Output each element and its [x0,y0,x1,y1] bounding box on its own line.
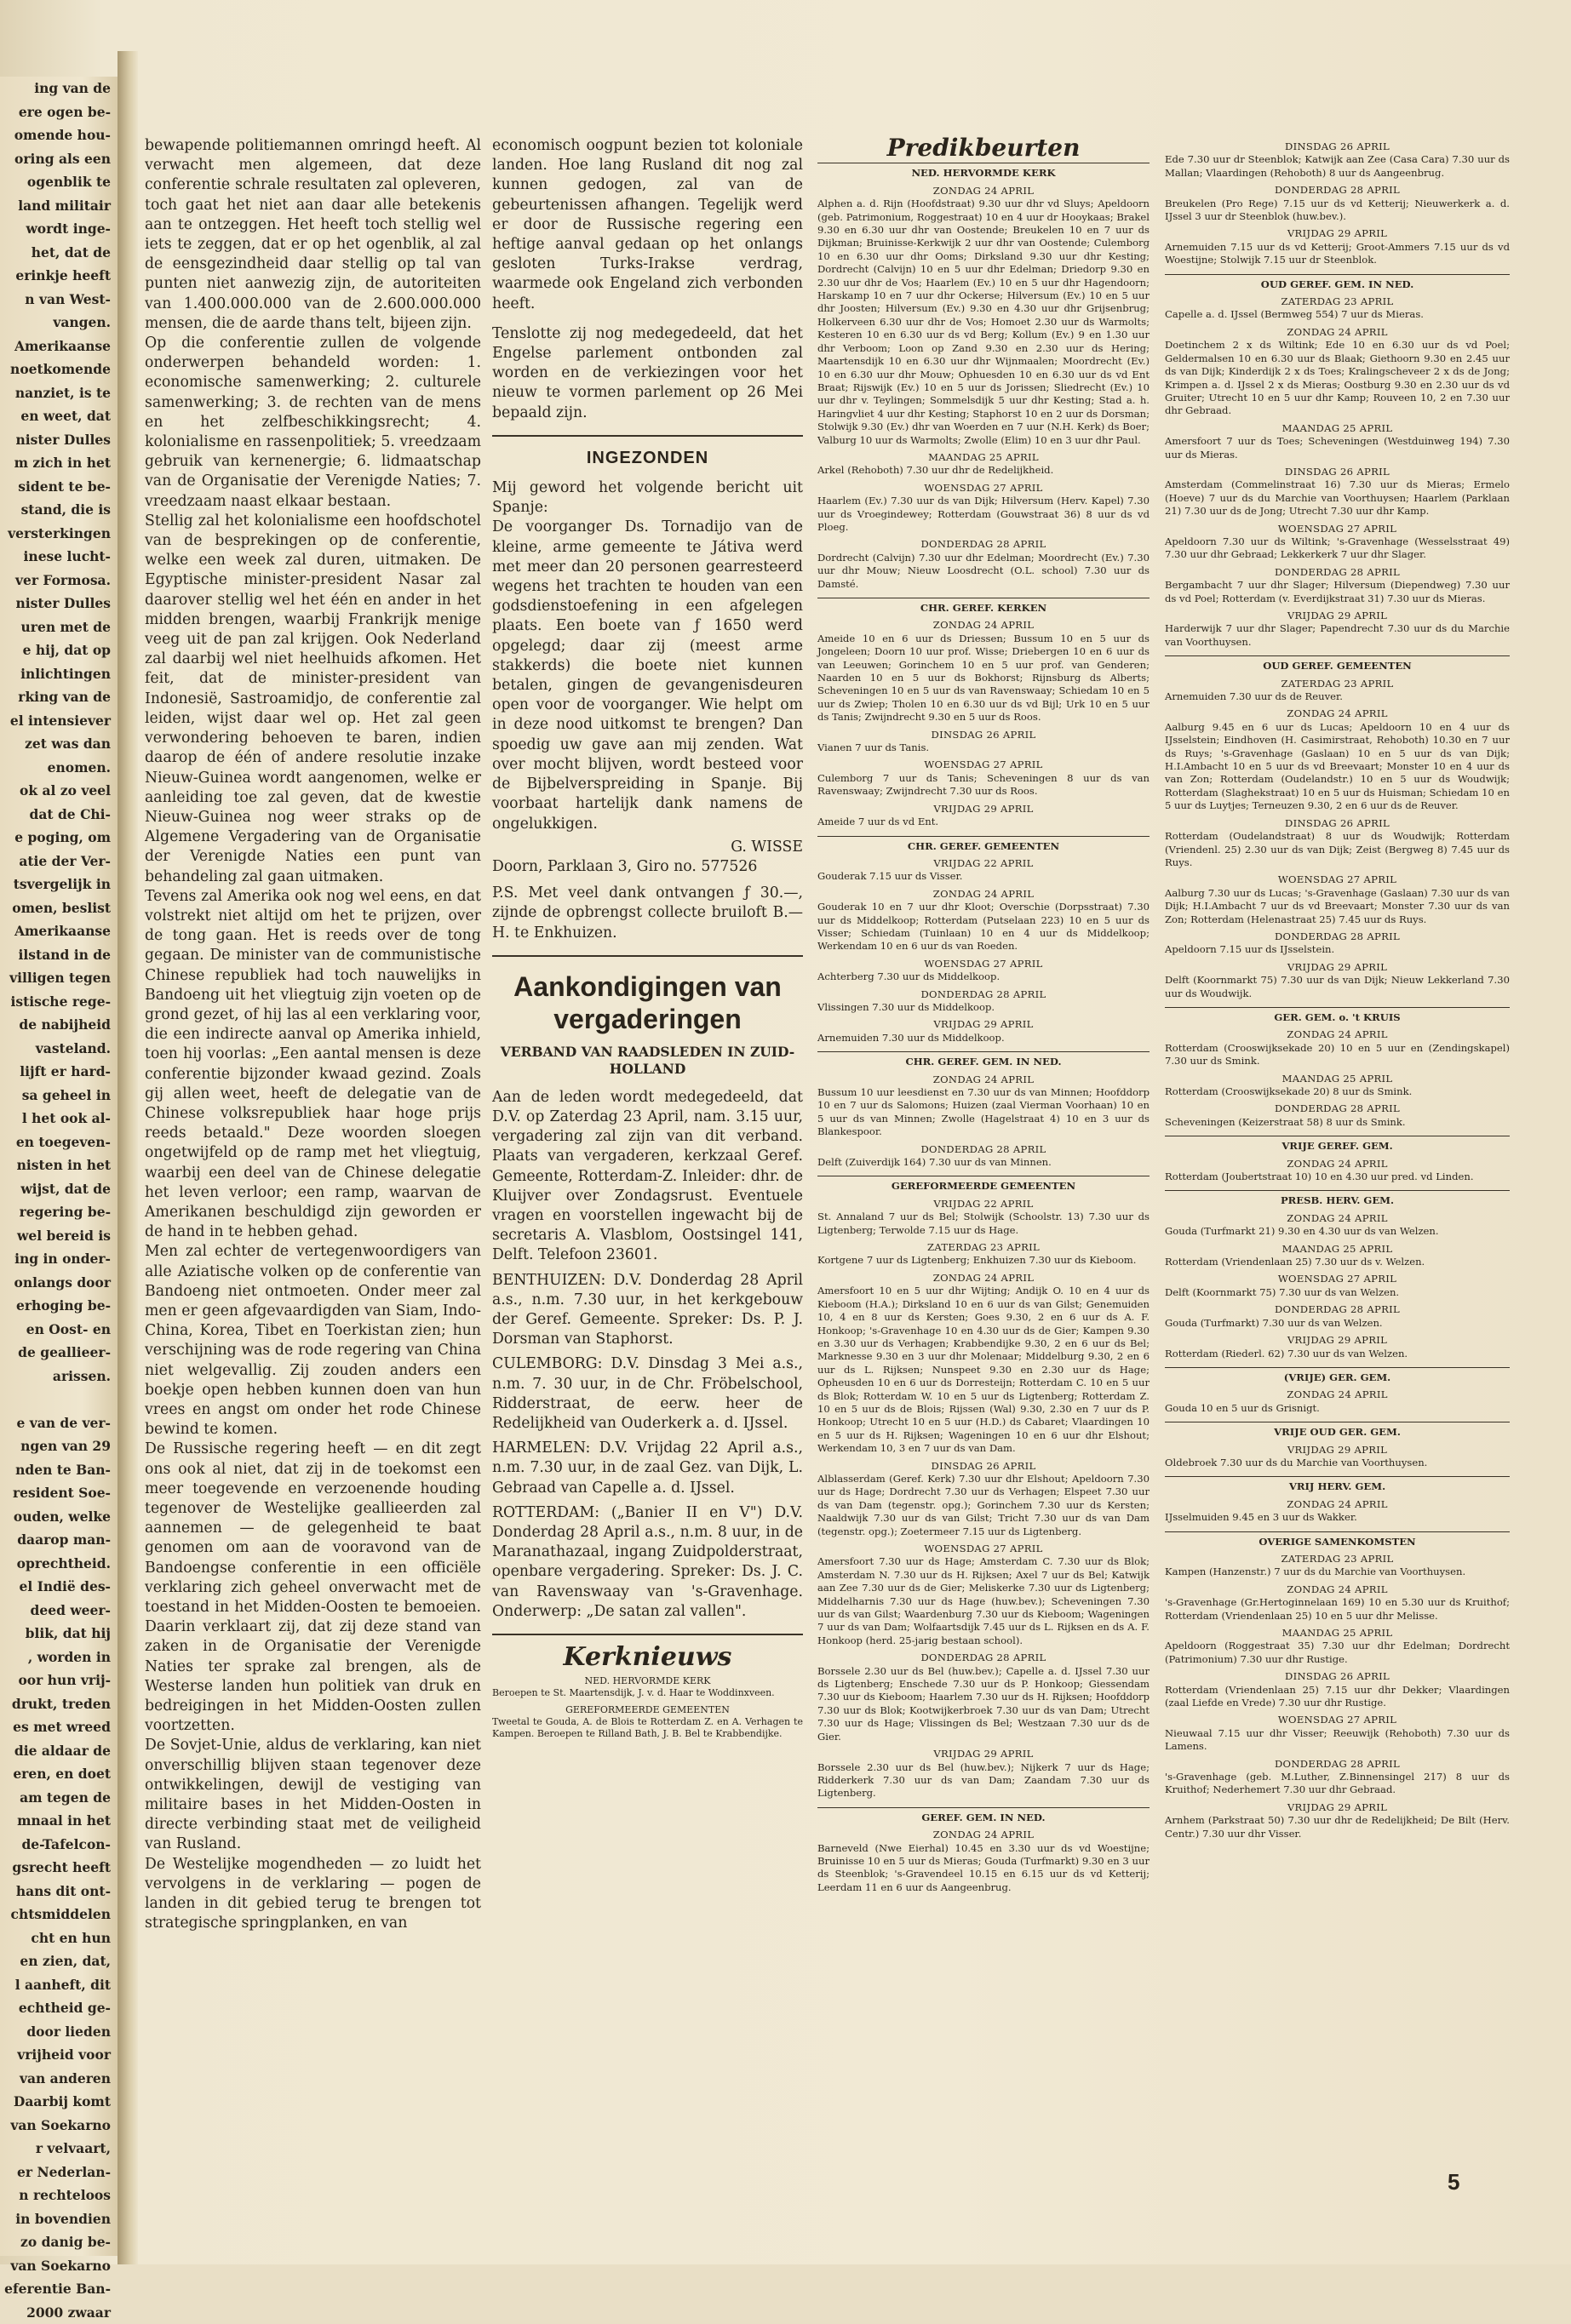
left-page-fragment: wel bereid is [0,1224,118,1248]
day-heading: DONDERDAG 28 APRIL [817,538,1150,551]
schedule-text: Borssele 2.30 uur ds Bel (huw.bev.); Capelle a. d. IJssel 7.30 uur ds Ligtenberg; Enschede 7.30 uur ds P. Honkoop; Giessendam 7.30 uur ds Kieboom; Haarlem 7.30 uur ds H. Rijksen; Hoofddorp 7.30 uur ds Blok; Kootwijkerbroek 7.30 uur ds van Dam; Utrecht 7.30 uur ds Hage; Vlissingen ds Bel; Westzaan 7.30 uur ds de Gier. [817,1665,1150,1743]
divider [492,1634,803,1635]
day-heading: VRIJDAG 29 APRIL [817,1018,1150,1031]
day-heading: DONDERDAG 28 APRIL [1165,1758,1510,1771]
day-heading: DONDERDAG 28 APRIL [1165,1303,1510,1316]
left-page-fragment: versterkingen [0,522,118,546]
day-heading: VRIJDAG 22 APRIL [817,1198,1150,1211]
schedule-text: Apeldoorn (Roggestraat 35) 7.30 uur dhr Edelman; Dordrecht (Patrimonium) 7.30 uur dhr Rustige. [1165,1640,1510,1666]
left-page-fragment: enomen. [0,756,118,780]
left-page-fragment: van Soekarno [0,2114,118,2138]
day-heading: ZONDAG 24 APRIL [1165,1212,1510,1225]
left-page-fragment: oor hun vrij- [0,1669,118,1692]
left-page-fragment: ngen van 29 [0,1434,118,1458]
article-paragraph: De Westelijke mogendheden — zo luidt het vervolgens in de verklaring — pogen de landen in dit gebied terug te brengen tot strategische springplanken, en van [145,1855,481,1934]
day-heading: VRIJDAG 29 APRIL [1165,961,1510,974]
left-page-fragment: nden te Ban- [0,1458,118,1482]
left-page-fragment: regering be- [0,1200,118,1224]
article-paragraph: economisch oogpunt bezien tot koloniale landen. Hoe lang Rusland dit nog zal kunnen gedogen, zal van de gebeurtenissen afhangen. Tegelijk werd er door de Russische regering een heftige aanval gedaan op het onlangs gesloten Turks-Irakse verdrag, waarmede ook Engeland zich verbonden heeft. [492,136,803,314]
left-page-fragment: van Soekarno [0,2254,118,2278]
predikbeurten-heading: Predikbeurten [817,141,1150,154]
schedule-text: Alphen a. d. Rijn (Hoofdstraat) 9.30 uur dhr vd Sluys; Apeldoorn (geb. Patrimonium, Roggestraat) 10 en 4 uur dr Hooykaas; Brakel 9.30 en 6.30 uur dhr van Oostende; Breukelen 10 en 7 uur ds Dijkman; Bruinisse-Kerkwijk 2 uur dhr van Oostende; Culemborg 10 en 6.30 uur dhr Ooms; Dirksland 9.30 uur dhr Kesting; Dordrecht (Calvijn) 10 en 5 uur dhr Edelman; Driedorp 9.30 en 2.30 uur dhr de Vos; Haarlem (Ev.) 10 en 5 uur dhr Hagendoorn; Harskamp 10 en 7 uur dhr Ockerse; Hilversum (Ev.) 10 en 5 uur dhr Joosten; Hilversum (Ev.) 9.30 en 4.30 uur dhr Grijsenbrug; Holkerveen 6.30 uur dhr de Vos; Homoet 2.30 uur ds Warmolts; Kesteren 10 en 6.30 uur ds vd Berg; Kollum (Ev.) 9 en 1.30 uur dhr Verboom; Loon op Zand 9.30 en 2.30 uur ds Hering; Maartensdijk 10 en 6.30 uur dhr Wijnmaalen; Moordrecht (Ev.) 10 en 6.30 uur dhr Mouw; Ophuesden 10 en 6.30 uur ds vd Ent Braat; Rijswijk (Ev.) 10 en 5 uur ds Jorissen; Sliedrecht (Ev.) 10 uur dhr v. Teylingen; Sommelsdijk 5 uur dhr Kesting; Stad a. h. Haringvliet 4 uur dhr Kesting; Staphorst 10 en 2 uur ds Dorsman; Stolwijk 9.30 (Ev.) dhr van Woerden en 7 uur (N.H. Kerk) ds Boer; Valburg 10 uur ds Warmolts; Zwolle (Elim) 10 en 3 uur dhr Paul. [817,197,1150,447]
schedule-text: Rotterdam (Crooswijksekade 20) 8 uur ds Smink. [1165,1085,1510,1098]
article-column-1 [145,136,481,2222]
day-heading: ZONDAG 24 APRIL [1165,326,1510,339]
left-page-fragment: e hij, dat op [0,638,118,662]
left-page-fragment: ogenblik te [0,170,118,194]
left-page-fragment: r velvaart, [0,2137,118,2161]
article-column-2 [492,136,803,2222]
day-heading: WOENSDAG 27 APRIL [817,482,1150,495]
church-heading: GER. GEM. o. 't KRUIS [1165,1007,1510,1024]
article-paragraph: bewapende politiemannen omringd heeft. Al verwacht men algemeen, dat deze conferentie schrale resultaten zal opleveren, toch gaat het niet aan daar alle betekenis aan te ontzeggen. Het heeft toch stellig wel iets te zeggen, dat er op het ogenblik, al zal de eensgezindheid daar stellig op tal van punten niet aanwezig zijn, de autoriteiten van 1.400.000.000 van de 2.600.000.000 mensen, die de aarde thans telt, bijeen zijn. [145,136,481,334]
schedule-text: Apeldoorn 7.30 uur ds Wiltink; 's-Gravenhage (Wesselsstraat 49) 7.30 uur dhr Gebraad; Lekkerkerk 7 uur dhr Slager. [1165,535,1510,562]
day-heading: VRIJDAG 29 APRIL [817,803,1150,816]
day-heading: WOENSDAG 27 APRIL [1165,1273,1510,1285]
left-page-fragment: de-Tafelcon- [0,1833,118,1857]
day-heading: WOENSDAG 27 APRIL [817,758,1150,771]
left-page-fragment: ing van de [0,77,118,100]
schedule-text: Achterberg 7.30 uur ds Middelkoop. [817,970,1150,983]
left-page-fragment: ouden, welke [0,1505,118,1529]
left-page-fragment: oprechtheid. [0,1552,118,1576]
day-heading: WOENSDAG 27 APRIL [817,958,1150,970]
left-page-fragment: nisten in het [0,1153,118,1177]
letter-signature: G. WISSE [492,838,803,857]
left-page-fragment: de geallieer- [0,1341,118,1365]
schedule-text: Amersfoort 7.30 uur ds Hage; Amsterdam C. 7.30 uur ds Blok; Amsterdam N. 7.30 uur ds H. Rijksen; Axel 7 uur ds Bel; Katwijk aan Zee 7.30 uur ds de Gier; Meliskerke 7.30 uur ds Ligtenberg; Middelharnis 7.30 uur ds Hage (huw.bev.); Scheveningen 7.30 uur ds van Gilst; Waardenburg 7.30 uur ds Kieboom; Wageningen 7 uur ds van Dam; Wolfaartsdijk 7.45 uur ds L. Rijksen en ds A. F. Honkoop (herd. 25-jarig bestaan school). [817,1555,1150,1647]
left-page-fragment: arissen. [0,1365,118,1388]
left-page-fragment: daarop man- [0,1528,118,1552]
schedule-text: Arnemuiden 7.30 uur ds de Reuver. [1165,690,1510,703]
left-page-fragment: hans dit ont- [0,1880,118,1903]
schedule-text: Borssele 2.30 uur ds Bel (huw.bev.); Nijkerk 7 uur ds Hage; Ridderkerk 7.30 uur ds van Dam; Zaandam 7.30 uur ds Ligtenberg. [817,1761,1150,1800]
left-page-fragment: nanziet, is te [0,381,118,405]
announcement [492,1354,803,1434]
day-heading: DONDERDAG 28 APRIL [817,1651,1150,1664]
day-heading: ZONDAG 24 APRIL [817,619,1150,632]
left-page-fragment: eferentie Ban- [0,2277,118,2301]
left-page-fragment: wordt inge- [0,217,118,241]
church-heading: OVERIGE SAMENKOMSTEN [1165,1531,1510,1548]
schedule-text: Bergambacht 7 uur dhr Slager; Hilversum (Diependweg) 7.30 uur ds vd Poel; Rotterdam (v. Everdijkstraat 31) 7.30 uur ds Mieras. [1165,579,1510,605]
left-page-fragment: erhoging be- [0,1294,118,1318]
day-heading: ZONDAG 24 APRIL [1165,1498,1510,1511]
left-page-fragment: sident te be- [0,475,118,499]
left-page-fragment: deed weer- [0,1599,118,1623]
day-heading: VRIJDAG 29 APRIL [1165,227,1510,240]
announcements-intro: Aan de leden wordt medegedeeld, dat D.V. op Zaterdag 23 April, nam. 3.15 uur, vergadering zal zijn van dit verband. Plaats van vergaderen, kerkzaal Geref. Gemeente, Rotterdam-Z. Inleider: dhr. de Kluijver over Zondagsrust. Eventuele vragen en voorstellen ingewacht bij de secretaris A. Vlasblom, Oostsingel 141, Delft. Telefoon 23601. [492,1088,803,1266]
schedule-text: Arnemuiden 7.15 uur ds vd Ketterij; Groot-Ammers 7.15 uur ds vd Woestijne; Stolwijk 7.15 uur dr Steenblok. [1165,241,1510,267]
schedule-text: Nieuwaal 7.15 uur dhr Visser; Reeuwijk (Rehoboth) 7.30 uur ds Lamens. [1165,1727,1510,1754]
church-heading: VRIJE GEREF. GEM. [1165,1136,1510,1153]
predikbeurten-column-2 [1165,136,1510,2222]
left-page-fragment: drukt, treden [0,1692,118,1716]
schedule-text: 's-Gravenhage (Gr.Hertoginnelaan 169) 10 en 5.30 uur ds Kruithof; Rotterdam (Vriendenlaan 25) 10 en 5 uur dhr Melisse. [1165,1596,1510,1623]
announcements-heading: Aankondigingen van vergaderingen [492,970,803,1035]
day-heading: DONDERDAG 28 APRIL [1165,184,1510,197]
schedule-text: Gouderak 10 en 7 uur dhr Kloot; Overschie (Dorpsstraat) 7.30 uur ds Middelkoop; Rotterdam (Putselaan 223) 10 en 5 uur ds Visser; Schiedam (Tuinlaan) 10 en 4 uur ds Middelkoop; Werkendam 10 en 6 uur ds van Roeden. [817,901,1150,953]
left-page-fragment: erinkje heeft [0,264,118,288]
left-page-fragment: van anderen [0,2067,118,2091]
letter-paragraph: De voorganger Ds. Tornadijo van de kleine, arme gemeente te Játiva werd met meer dan 20 personen gearresteerd wegens het trachten te houden van een godsdienstoefening in een afgelegen plaats. Een boete van ƒ 1650 werd opgelegd; daar zij (meest arme stakkerds) die boete niet kunnen betalen, gingen de gevangenisdeuren open voor de voorganger. Wie helpt om in deze nood uitkomst te brengen? Dan spoedig uw gave aan mij zenden. Wat over mocht blijven, wordt besteed voor de Bijbelverspreiding in Spanje. Bij voorbaat hartelijk dank namens de ongelukkigen. [492,518,803,833]
church-heading: OUD GEREF. GEMEENTEN [1165,655,1510,673]
left-page-fragment: atie der Ver- [0,850,118,873]
schedule-text: Vlissingen 7.30 uur ds Middelkoop. [817,1001,1150,1014]
left-page-fragment: n rechteloos [0,2184,118,2207]
day-heading: DINSDAG 26 APRIL [1165,1670,1510,1683]
left-page-fragment: wijst, dat de [0,1177,118,1201]
church-name: GEREFORMEERDE GEMEENTEN [492,1704,803,1716]
day-heading: DINSDAG 26 APRIL [1165,817,1510,830]
left-page-fragment: tsvergelijk in [0,873,118,896]
left-page-fragment: omen, beslist [0,896,118,920]
day-heading: DONDERDAG 28 APRIL [1165,566,1510,579]
left-page-fragment: door lieden [0,2020,118,2044]
article-paragraph: Stellig zal het kolonialisme een hoofdschotel van de besprekingen op de conferentie, welke een week zal duren, uitmaken. De Egyptische minister-president Nasar zal daarover stellig wel het één en ander in het midden brengen, waarbij Frankrijk menige veeg uit de pan zal krijgen. Ook Nederland zal daarbij wel niet heelhuids afkomen. Het feit, dat de minister-president van Indonesië, Sastroamidjo, de conferentie zal leiden, wijst daar wel op. Het zal geen verwondering behoeven te baren, indien daarop de één of andere resolutie inzake Nieuw-Guinea wordt aangenomen, welke er aanleiding toe zal geven, dat de kwestie Nieuw-Guinea nog weer straks op de Algemene Vergadering van de Organisatie der Verenigde Naties een punt van behandeling zal gaan uitmaken. [145,512,481,887]
church-news-item: Beroepen te St. Maartensdijk, J. v. d. Haar te Woddinxveen. [492,1687,803,1699]
church-heading: CHR. GEREF. GEM. IN NED. [817,1051,1150,1068]
day-heading: DONDERDAG 28 APRIL [1165,1102,1510,1115]
schedule-text: Doetinchem 2 x ds Wiltink; Ede 10 en 6.30 uur ds vd Poel; Geldermalsen 10 en 6.30 uur ds Blaak; Giethoorn 9.30 en 2.45 uur ds van Dijk; Kinderdijk 2 x ds Toes; Kralingscheveer 2 x ds de Jong; Krimpen a. d. IJssel 2 x ds Mieras; Oostburg 9.30 en 2.30 uur ds vd Gruiter; Utrecht 10 en 5 uur dhr Kamp; Rouveen 10, 2 en 7.30 uur dhr Gebraad. [1165,339,1510,417]
left-page-fragment: Daarbij komt [0,2090,118,2114]
schedule-text: Rotterdam (Crooswijksekade 20) 10 en 5 uur en (Zendingskapel) 7.30 uur ds Smink. [1165,1042,1510,1068]
schedule-text: Rotterdam (Joubertstraat 10) 10 en 4.30 uur pred. vd Linden. [1165,1171,1510,1183]
church-heading: VRIJ HERV. GEM. [1165,1476,1510,1493]
schedule-text: St. Annaland 7 uur ds Bel; Stolwijk (Schoolstr. 13) 7.30 uur ds Ligtenberg; Terwolde 7.15 uur ds Hage. [817,1211,1150,1237]
left-page-edge [0,77,120,2256]
day-heading: DINSDAG 26 APRIL [1165,140,1510,153]
predikbeurten-column-1 [817,136,1150,2222]
schedule-text: Alblasserdam (Geref. Kerk) 7.30 uur dhr Elshout; Apeldoorn 7.30 uur ds Hage; Dordrecht 7.30 uur ds Verhagen; Elspeet 7.30 uur ds van Dam (tegenstr. opg.); Gorinchem 7.30 uur ds Kersten; Naaldwijk 7.30 uur ds van Gilst; Tricht 7.30 uur ds van Dam (tegenstr. opg.); Zoetermeer 7.15 uur ds Ligtenberg. [817,1473,1150,1538]
day-heading: ZONDAG 24 APRIL [817,185,1150,197]
left-page-fragment: ilstand in de [0,943,118,967]
church-name: NED. HERVORMDE KERK [492,1675,803,1687]
left-page-fragment: el Indië des- [0,1575,118,1599]
announcement-place: CULEMBORG: [492,1355,602,1372]
schedule-text: Bussum 10 uur leesdienst en 7.30 uur ds van Minnen; Hoofddorp 10 en 7 uur ds Salomons; Huizen (zaal Vierman Voorhaan) 10 en 5 uur ds van Minnen; Zwolle (Hagelstraat 4) 10 en 3 uur ds Blankespoor. [817,1086,1150,1139]
day-heading: VRIJDAG 22 APRIL [817,857,1150,870]
church-heading: PRESB. HERV. GEM. [1165,1190,1510,1207]
announcement-text: D.V. Dinsdag 3 Mei a.s., n.m. 7. 30 uur, in de Chr. Fröbelschool, Ridderstraat, de eerw. heer de Redelijkheid van Ouderkerk a. d. IJssel. [492,1355,803,1432]
left-page-fragment: onlangs door [0,1271,118,1295]
left-page-fragment: stand, die is [0,498,118,522]
church-heading: GEREF. GEM. IN NED. [817,1807,1150,1824]
church-heading: VRIJE OUD GER. GEM. [1165,1422,1510,1439]
left-page-fragment: n van West- [0,288,118,312]
announcement-text: („Banier II en V") D.V. Donderdag 28 April a.s., n.m. 8 uur, in de Maranathazaal, ingang Zuidpolderstraat, openbare vergadering. Spreker: Ds. J. C. van Ravenswaay van 's-Gravenhage. Onderwerp: „De satan zal vallen". [492,1504,803,1620]
announcement-place: BENTHUIZEN: [492,1272,605,1289]
day-heading: VRIJDAG 29 APRIL [817,1748,1150,1760]
left-page-fragment: l het ook al- [0,1107,118,1131]
day-heading: MAANDAG 25 APRIL [1165,1243,1510,1256]
day-heading: DINSDAG 26 APRIL [1165,466,1510,478]
letter-paragraph: Mij geword het volgende bericht uit Spanje: [492,478,803,518]
day-heading: ZATERDAG 23 APRIL [1165,678,1510,690]
day-heading: VRIJDAG 29 APRIL [1165,1334,1510,1347]
day-heading: VRIJDAG 29 APRIL [1165,610,1510,622]
left-page-fragment: m zich in het [0,451,118,475]
schedule-text: Arnemuiden 7.30 uur ds Middelkoop. [817,1032,1150,1045]
left-page-fragment: noetkomende [0,358,118,381]
left-page-fragment: vasteland. [0,1037,118,1061]
day-heading: WOENSDAG 27 APRIL [817,1543,1150,1555]
schedule-text: Scheveningen (Keizerstraat 58) 8 uur ds Smink. [1165,1116,1510,1129]
church-heading: (VRIJE) GER. GEM. [1165,1367,1510,1384]
left-page-fragment: eren, en doet [0,1762,118,1786]
day-heading: ZONDAG 24 APRIL [817,1073,1150,1086]
left-page-fragment: vangen. [0,311,118,335]
church-heading: NED. HERVORMDE KERK [817,163,1150,180]
schedule-text: Amersfoort 10 en 5 uur dhr Wijting; Andijk O. 10 en 4 uur ds Kieboom (H.A.); Dirksland 10 en 6 uur ds van Gilst; Genemuiden 10, 4 en 8 uur ds Kersten; Goes 9.30, 2 en 6 uur ds A. F. Honkoop; 's-Gravenhage 10 en 4.30 uur ds de Gier; Kampen 9.30 en 3.30 uur ds Verhagen; Krabbendijke 9.30, 2 en 6 uur ds Bel; Marknesse 9.30 en 3 uur dhr Molenaar; Middelburg 9.30, 2 en 6 uur ds L. Rijksen; Nunspeet 9.30 en 2.30 uur ds Hage; Opheusden 10 en 6 uur ds Dorresteijn; Rotterdam C. 10 en 5 uur ds Blok; Rotterdam W. 10 en 5 uur ds Ligtenberg; Rotterdam Z. 10 en 5 uur ds de Blois; Rijssen (Wal) 9.30, 2.30 en 7 uur ds P. Honkoop; Utrecht 10 en 5 uur (H.D.) ds Cabaret; Vlaardingen 10 en 5 uur ds H. Rijksen; Wageningen 10 en 6 uur dhr Elshout; Werkendam 10, 3 en 7 uur ds van Dam. [817,1285,1150,1455]
announcement-text: D.V. Donderdag 28 April a.s., n.m. 7.30 uur, in het kerkgebouw der Geref. Gemeente. Spreker: Ds. P. J. Dorsman van Staphorst. [492,1272,803,1348]
schedule-text: Amsterdam (Commelinstraat 16) 7.30 uur ds Mieras; Ermelo (Hoeve) 7 uur ds du Marchie van Voorthuysen; Haarlem (Parklaan 21) 7.30 uur ds de Jong; Utrecht 7.30 uur dhr Kamp. [1165,478,1510,518]
page-number: 5 [1448,2169,1459,2195]
left-page-fragment: Amerikaanse [0,919,118,943]
schedule-text: Rotterdam (Vriendenlaan 25) 7.30 uur ds v. Welzen. [1165,1256,1510,1268]
left-page-fragment: es met wreed [0,1715,118,1739]
left-page-fragment: en Oost- en [0,1318,118,1342]
article-paragraph: Tevens zal Amerika ook nog wel eens, en dat volstrekt niet altijd om het te prijzen, over de tong gaan. Het is reeds over de tong gegaan. De minister van de communistische Chinese republiek had toch nauwelijks in Bandoeng uit het vliegtuig zijn voeten op de grond gezet, of hij las al een verklaring voor, die een indirecte aanval op Amerika inhield, toen hij voorlas: „Een aantal mensen is deze conferentie bijzonder kwaad gezind. Zoals gij allen weet, heeft de delegatie van de Chinese volksrepubliek haar hoge prijs reeds betaald." Deze woorden sloegen ongetwijfeld op de ramp met het vliegtuig, waarbij een deel van de Chinese delegatie het leven verloor; een ramp, waarvan de Amerikanen beschuldigd zijn geworden er de hand in te hebben gehad. [145,887,481,1243]
schedule-text: Kampen (Hanzenstr.) 7 uur ds du Marchie van Voorthuysen. [1165,1566,1510,1578]
schedule-text: Gouda (Turfmarkt 21) 9.30 en 4.30 uur ds van Welzen. [1165,1225,1510,1238]
left-page-fragment: rking van de [0,685,118,709]
left-page-fragment: omende hou- [0,123,118,147]
day-heading: VRIJDAG 29 APRIL [1165,1801,1510,1814]
day-heading: WOENSDAG 27 APRIL [1165,523,1510,535]
day-heading: WOENSDAG 27 APRIL [1165,1714,1510,1726]
left-page-fragment: lijft er hard- [0,1060,118,1084]
schedule-text: Haarlem (Ev.) 7.30 uur ds van Dijk; Hilversum (Herv. Kapel) 7.30 uur ds Vroegindewey; Rotterdam (Gouwstraat 36) 8 uur ds vd Ploeg. [817,495,1150,534]
schedule-text: Gouderak 7.15 uur ds Visser. [817,870,1150,883]
schedule-text: Aalburg 9.45 en 6 uur ds Lucas; Apeldoorn 10 en 4 uur ds IJsselstein; Eindhoven (H. Casimirstraat, Rehoboth) 10.30 en 7 uur ds Ruys; 's-Gravenhage (Gaslaan) 10 en 5 uur ds van Dijk; H.I.Ambacht 10 en 5 uur ds vd Breevaart; Monster 10 en 4 uur ds van Zon; Rotterdam (Oudelandstr.) 10 en 5 uur ds Woudwijk; Rotterdam (Slaghekstraat) 10 en 5 uur ds Huisman; Schiedam 10 en 5 uur ds Luytjes; Terneuzen 9.30, 2 en 6 uur ds de Reuver. [1165,721,1510,813]
announcement [492,1503,803,1622]
announcement-place: HARMELEN: [492,1440,590,1457]
left-page-fragment: 2000 zwaar [0,2301,118,2324]
day-heading: DINSDAG 26 APRIL [817,1460,1150,1473]
schedule-text: Delft (Koornmarkt 75) 7.30 uur ds van Dijk; Nieuw Lekkerland 7.30 uur ds Woudwijk. [1165,974,1510,1000]
day-heading: WOENSDAG 27 APRIL [1165,873,1510,886]
left-page-fragment: nister Dulles [0,592,118,615]
left-page-fragment: land militair [0,194,118,218]
schedule-text: 's-Gravenhage (geb. M.Luther, Z.Binnensingel 217) 8 uur ds Kruithof; Nederhemert 7.30 uur dhr Gebraad. [1165,1771,1510,1797]
left-page-fragment: ing in onder- [0,1247,118,1271]
schedule-text: Ameide 10 en 6 uur ds Driessen; Bussum 10 en 5 uur ds Jongeleen; Doorn 10 uur prof. Wisse; Driebergen 10 en 6 uur ds van Leeuwen; Gorinchem 10 en 5 uur prof. van Genderen; Naarden 10 en 5 uur ds Bokhorst; Rijnsburg ds Alberts; Scheveningen 10 en 5 uur ds van Ravenswaay; Schiedam 10 en 5 uur ds Zwiep; Tholen 10 en 6.30 uur ds vd Bijl; Urk 10 en 5 uur ds Tanis; Zwijndrecht 9.30 en 5 uur ds Roos. [817,633,1150,724]
announcement [492,1439,803,1498]
schedule-text: Apeldoorn 7.15 uur ds IJsselstein. [1165,943,1510,956]
left-page-fragment: de nabijheid [0,1013,118,1037]
day-heading: ZONDAG 24 APRIL [817,888,1150,901]
day-heading: MAANDAG 25 APRIL [817,451,1150,464]
day-heading: ZONDAG 24 APRIL [817,1829,1150,1841]
left-page-fragment: am tegen de [0,1786,118,1810]
day-heading: MAANDAG 25 APRIL [1165,1627,1510,1640]
left-page-fragment: blik, dat hij [0,1622,118,1646]
schedule-text: Arkel (Rehoboth) 7.30 uur dhr de Redelijkheid. [817,464,1150,477]
left-page-fragment: er Nederlan- [0,2161,118,2184]
left-page-fragment: , worden in [0,1646,118,1669]
day-heading: MAANDAG 25 APRIL [1165,422,1510,435]
church-heading: CHR. GEREF. KERKEN [817,598,1150,615]
day-heading: ZATERDAG 23 APRIL [817,1241,1150,1254]
schedule-text: Aalburg 7.30 uur ds Lucas; 's-Gravenhage (Gaslaan) 7.30 uur ds van Dijk; H.I.Ambacht 7 uur ds vd Breevaart; Monster 7.30 uur ds van Zon; Rotterdam (Helenastraat 25) 7.45 uur ds Ruys. [1165,887,1510,926]
day-heading: DONDERDAG 28 APRIL [1165,930,1510,943]
left-page-fragment: istische rege- [0,990,118,1014]
schedule-text: Culemborg 7 uur ds Tanis; Scheveningen 8 uur ds van Ravenswaay; Zwijndrecht 7.30 uur ds Roos. [817,772,1150,799]
left-page-fragment: oring als een [0,147,118,171]
schedule-text: Ameide 7 uur ds vd Ent. [817,816,1150,828]
left-page-fragment: en toegeven- [0,1131,118,1154]
left-page-fragment: sa geheel in [0,1084,118,1108]
left-page-fragment: inlichtingen [0,662,118,686]
schedule-text: Amersfoort 7 uur ds Toes; Scheveningen (Westduinweg 194) 7.30 uur ds Mieras. [1165,435,1510,461]
left-page-fragment: e van de ver- [0,1411,118,1435]
left-page-fragment: e poging, om [0,826,118,850]
schedule-text: Gouda 10 en 5 uur ds Grisnigt. [1165,1402,1510,1415]
left-page-fragment: Amerikaanse [0,335,118,358]
left-page-fragment: ver Formosa. [0,569,118,592]
ingezonden-heading: INGEZONDEN [492,449,803,468]
article-paragraph: De Russische regering heeft — en dit zegt ons ook al niet, dat zij in de toekomst een meer toegevende en verzoenende houding tegenover de Westelijke geallieerden zal aannemen — de gelegenheid te baat genomen om aan de vooravond van de Bandoengse conferentie in een officiële verklaring zich geheel onverwacht met de toestand in het Midden-Oosten te bemoeien. Daarin verklaart zij, dat zij deze stand van zaken in de Organisatie der Verenigde Naties ter sprake zal brengen, als de Westerse landen hun politiek van druk en bedreigingen in het Midden-Oosten zullen voortzetten. [145,1440,481,1736]
schedule-text: Breukelen (Pro Rege) 7.15 uur ds vd Ketterij; Nieuwerkerk a. d. IJssel 3 uur dr Steenblok (huw.bev.). [1165,197,1510,224]
schedule-text: Delft (Zuiverdijk 164) 7.30 uur ds van Minnen. [817,1156,1150,1169]
left-page-fragment: het, dat de [0,241,118,265]
letter-address: Doorn, Parklaan 3, Giro no. 577526 [492,857,803,877]
left-page-fragment: nister Dulles [0,428,118,452]
schedule-text: Arnhem (Parkstraat 50) 7.30 uur dhr de Redelijkheid; De Bilt (Herv. Centr.) 7.30 uur dhr Visser. [1165,1814,1510,1840]
schedule-text: Capelle a. d. IJssel (Bermweg 554) 7 uur ds Mieras. [1165,308,1510,321]
schedule-text: IJsselmuiden 9.45 en 3 uur ds Wakker. [1165,1511,1510,1524]
article-paragraph: Tenslotte zij nog medegedeeld, dat het Engelse parlement ontbonden zal worden en de verkiezingen voor het nieuw te vormen parlement op 26 Mei bepaald zijn. [492,324,803,423]
day-heading: ZONDAG 24 APRIL [1165,1583,1510,1596]
article-paragraph: De Sovjet-Unie, aldus de verklaring, kan niet onverschillig blijven staan tegenover deze ontwikkelingen, dewijl de vestiging van militaire bases in het Midden-Oosten in directe verbinding staat met de veiligheid van Rusland. [145,1736,481,1854]
day-heading: ZONDAG 24 APRIL [817,1272,1150,1285]
announcement-place: ROTTERDAM: [492,1504,599,1521]
left-page-fragment: mnaal in het [0,1809,118,1833]
page-gutter [118,51,138,2264]
left-page-fragment: inese lucht- [0,545,118,569]
left-page-fragment: die aldaar de [0,1739,118,1763]
left-page-fragment: cht en hun [0,1926,118,1950]
schedule-text: Oldebroek 7.30 uur ds du Marchie van Voorthuysen. [1165,1457,1510,1469]
left-page-fragment: el intensiever [0,709,118,733]
day-heading: ZONDAG 24 APRIL [1165,1028,1510,1041]
announcement [492,1271,803,1350]
divider [492,435,803,437]
church-news-item: Tweetal te Gouda, A. de Blois te Rotterdam Z. en A. Verhagen te Kampen. Beroepen te Rilland Bath, J. B. Bel te Krabbendijke. [492,1716,803,1740]
left-page-fragment: chtsmiddelen [0,1903,118,1926]
schedule-text: Barneveld (Nwe Eierhal) 10.45 en 3.30 uur ds vd Woestijne; Bruinisse 10 en 5 uur ds Mieras; Gouda (Turfmarkt) 9.30 en 3 uur ds Steenblok; 's-Gravendeel 10.15 en 6.15 uur ds vd Ketterij; Leerdam 11 en 6 uur ds Aangeenbrug. [817,1842,1150,1895]
schedule-text: Rotterdam (Vriendenlaan 25) 7.15 uur dhr Dekker; Vlaardingen (zaal Liefde en Vrede) 7.30 uur dhr Rustige. [1165,1684,1510,1710]
left-page-fragment: in bovendien [0,2207,118,2231]
church-heading: OUD GEREF. GEM. IN NED. [1165,274,1510,291]
left-page-fragment: zo danig be- [0,2230,118,2254]
schedule-text: Ede 7.30 uur dr Steenblok; Katwijk aan Zee (Casa Cara) 7.30 uur ds Mallan; Vlaardingen (Rehoboth) 8 uur ds Aangeenbrug. [1165,153,1510,180]
left-page-fragment: resident Soe- [0,1481,118,1505]
day-heading: ZONDAG 24 APRIL [1165,1388,1510,1401]
day-heading: DONDERDAG 28 APRIL [817,988,1150,1001]
day-heading: ZATERDAG 23 APRIL [1165,295,1510,308]
left-page-fragment: vrijheid voor [0,2043,118,2067]
divider [492,955,803,957]
schedule-text: Gouda (Turfmarkt) 7.30 uur ds van Welzen. [1165,1317,1510,1330]
schedule-text: Rotterdam (Oudelandstraat) 8 uur ds Woudwijk; Rotterdam (Vriendenl. 25) 2.30 uur ds van Dijk; Zeist (Bergweg 8) 7.45 uur ds Ruys. [1165,830,1510,869]
day-heading: DONDERDAG 28 APRIL [817,1143,1150,1156]
day-heading: VRIJDAG 29 APRIL [1165,1444,1510,1457]
left-page-fragment: echtheid ge- [0,1996,118,2020]
schedule-text: Kortgene 7 uur ds Ligtenberg; Enkhuizen 7.30 uur ds Kieboom. [817,1254,1150,1267]
article-paragraph: Men zal echter de vertegenwoordigers van alle Aziatische volken op de conferentie van Bandoeng niet ontmoeten. Onder meer zal men er geen afgevaardigden van Siam, Indo-China, Korea, Tibet en Toerkistan zien; hun verschijning was de rode regering van China niet welgevallig. Zij zouden anders een boekje open hebben kunnen doen van hun vrees en angst om onder het rode Chinese bewind te komen. [145,1242,481,1440]
announcements-subheading: VERBAND VAN RAADSLEDEN IN ZUID-HOLLAND [492,1044,803,1078]
left-page-fragment: villigen tegen [0,966,118,990]
day-heading: ZONDAG 24 APRIL [1165,707,1510,720]
article-paragraph: Op die conferentie zullen de volgende onderwerpen behandeld worden: 1. economische samenwerking; 2. culturele samenwerking; 3. de rechten van de mens en het zelfbeschikkingsrecht; 4. kolonialisme en rassenpolitiek; 5. vreedzaam gebruik van kernenergie; 6. lidmaatschap van de Organisatie der Verenigde Naties; 7. vreedzaam naast elkaar bestaan. [145,334,481,512]
day-heading: MAANDAG 25 APRIL [1165,1073,1510,1085]
church-heading: GEREFORMEERDE GEMEENTEN [817,1176,1150,1193]
left-page-fragment: ok al zo veel [0,779,118,803]
left-page-fragment: l aanheft, dit [0,1973,118,1997]
left-page-fragment: ere ogen be- [0,100,118,124]
left-page-fragment: en weet, dat [0,404,118,428]
church-heading: CHR. GEREF. GEMEENTEN [817,836,1150,853]
left-page-fragment: dat de Chi- [0,803,118,827]
day-heading: ZONDAG 24 APRIL [1165,1158,1510,1171]
left-page-fragment: gsrecht heeft [0,1856,118,1880]
letter-postscript: P.S. Met veel dank ontvangen ƒ 30.—, zijnde de opbrengst collecte bruiloft B.—H. te Enkhuizen. [492,884,803,943]
left-page-fragment: en zien, dat, [0,1949,118,1973]
announcement-text: D.V. Vrijdag 22 April a.s., n.m. 7.30 uur, in de zaal Gez. van Dijk, L. Gebraad van Capelle a. d. IJssel. [492,1440,803,1496]
schedule-text: Vianen 7 uur ds Tanis. [817,741,1150,754]
day-heading: ZATERDAG 23 APRIL [1165,1553,1510,1566]
day-heading: DINSDAG 26 APRIL [817,729,1150,741]
schedule-text: Rotterdam (Riederl. 62) 7.30 uur ds van Welzen. [1165,1348,1510,1360]
schedule-text: Dordrecht (Calvijn) 7.30 uur dhr Edelman; Moordrecht (Ev.) 7.30 uur dhr Mouw; Nieuw Loosdrecht (O.L. school) 7.30 uur ds Damsté. [817,552,1150,591]
left-page-fragment [0,1388,118,1411]
left-page-fragment: uren met de [0,615,118,639]
schedule-text: Harderwijk 7 uur dhr Slager; Papendrecht 7.30 uur ds du Marchie van Voorthuysen. [1165,622,1510,649]
left-page-fragment: zet was dan [0,732,118,756]
schedule-text: Delft (Koornmarkt 75) 7.30 uur ds van Welzen. [1165,1286,1510,1299]
kerknieuws-heading: Kerknieuws [492,1647,803,1667]
